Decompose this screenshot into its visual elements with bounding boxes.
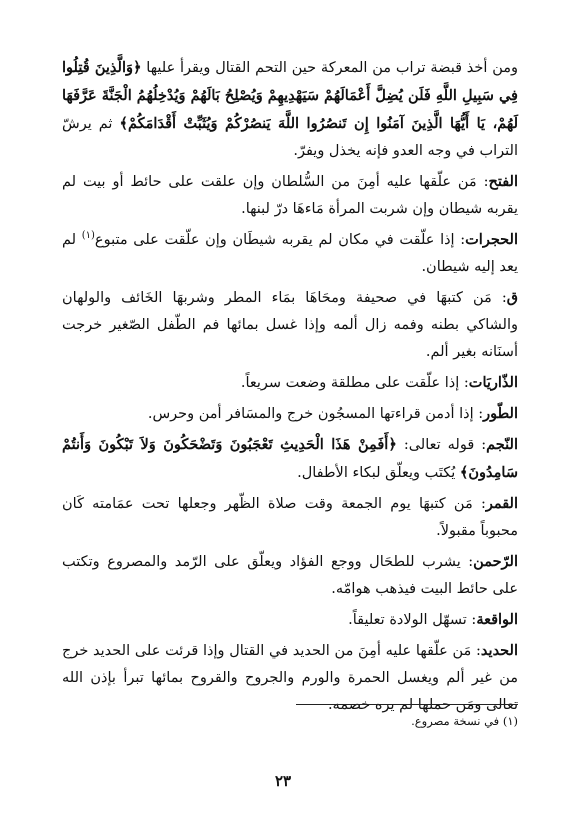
entry-adh-dhariyat (62, 369, 518, 397)
entry-text: : مَن كتبهَا يوم الجمعة وقت صلاة الظّهر وجعلها تحت عمَامته كَان محبوباً مقبولاً. (62, 496, 518, 539)
surah-name: الرّحمن (473, 553, 518, 570)
entry-text: : مَن كتبهَا في صحيفة ومحَاهَا بمَاء المطر وشربهَا الخَائف والولهان والشاكي بطنه وفمه زال ألمه وإذا غسل بمائها فم الطّفل الصّغير خرجت أسنَانه بغير ألم. (62, 290, 518, 360)
entry-qaf (62, 284, 518, 366)
entry-text: : إذا علّقت على مطلقة وضعت سريعاً. (240, 375, 469, 391)
entry-text: : يشرب للطحَال ووجع الفؤاد ويعلّق على الرّمد والمصروع وتكتب على حائط البيت فيذهب هوامّه. (62, 554, 518, 597)
surah-name: الحجرات (465, 231, 518, 248)
intro-text-end: ثم يرشّ التراب في وجه العدو فإنه يخذل ويفرّ. (62, 116, 518, 159)
entry-text: : مَن علّقها عليه أمِنَ من الحديد في القتال وإذا قرئت على الحديد خرج من غير ألم ويغسل الحمرة والورم والجروح والقروح بمائها تبرأ بإذن الله تعالى ومَن حملها لم يره خصمه. (62, 643, 518, 713)
surah-name: ق (506, 289, 518, 306)
entry-text: : مَن علّقها عليه أمِنَ من السُّلطان وإن علقت على حائط أو بيت لم يقربه شيطان وإن شربت المرأة مَاءهَا درّ لبنها. (62, 174, 518, 217)
entry-text-end: يُكتَب ويعلّق لبكاء الأطفال. (297, 465, 460, 481)
entry-text-end: لم يعد إليه شيطان. (62, 232, 518, 275)
entry-text: : إذا علّقت في مكان لم يقربه شيطَان وإن علّقت على متبوع (94, 232, 466, 248)
entry-al-hadid (62, 637, 518, 719)
quran-verse: ﴿وَالَّذِينَ قُتِلُوا فِي سَبِيلِ اللَّهِ فَلَن يُضِلَّ أَعْمَالَهُمْ سَيَهْدِيهِمْ وَيُصْلِحُ بَالَهُمْ وَيُدْخِلُهُمُ الْجَنَّةَ عَرَّفَهَا لَهُمْ، يَا أَيُّهَا الَّذِينَ آمَنُوا إِن تَنصُرُوا اللَّهَ يَنصُرْكُمْ وَيُثَبِّتْ أَقْدَامَكُمْ﴾ (62, 59, 519, 132)
intro-text: ومن أخذ قبضة تراب من المعركة حين التحم القتال ويقرأ عليها (141, 60, 518, 76)
surah-name: الطّور (483, 405, 518, 422)
surah-name: النّجم (486, 436, 518, 453)
quran-verse: ﴿أَفَمِنْ هَذَا الْحَدِيثِ تَعْجَبُونَ وَتَضْحَكُونَ وَلاَ تَبْكُونَ وَأَنتُمْ سَامِدُونَ﴾ (62, 436, 518, 481)
footnote-marker[interactable]: (١) (81, 230, 95, 242)
surah-name: الواقعة (476, 611, 518, 628)
surah-name: الذّاريَات (468, 374, 518, 391)
entry-al-qamar (62, 490, 518, 545)
surah-name: القمر (485, 495, 518, 512)
footnote-number: (١) (502, 714, 518, 728)
surah-name: الحديد (480, 642, 518, 659)
entry-text: : إذا أدمن قراءتها المسجُون خرج والمسَافر أمن وحرس. (147, 406, 484, 422)
page-number: ٢٣ (274, 772, 292, 790)
entry-al-waqia (62, 606, 518, 634)
footnote-text: في نسخة مصروع. (411, 714, 500, 728)
entry-at-tur (62, 400, 518, 428)
footnote-separator (296, 704, 518, 705)
intro-paragraph (62, 54, 518, 165)
footnote (411, 714, 518, 728)
entry-text: : تسهّل الولادة تعليقاً. (348, 612, 477, 628)
entry-al-hujurat (62, 226, 518, 281)
entry-text: : قوله تعالى: (396, 437, 487, 453)
surah-name: الفتح (488, 173, 518, 190)
entry-al-fath (62, 168, 518, 223)
entry-ar-rahman (62, 548, 518, 603)
entry-an-najm (62, 431, 518, 487)
page-body (62, 54, 518, 722)
